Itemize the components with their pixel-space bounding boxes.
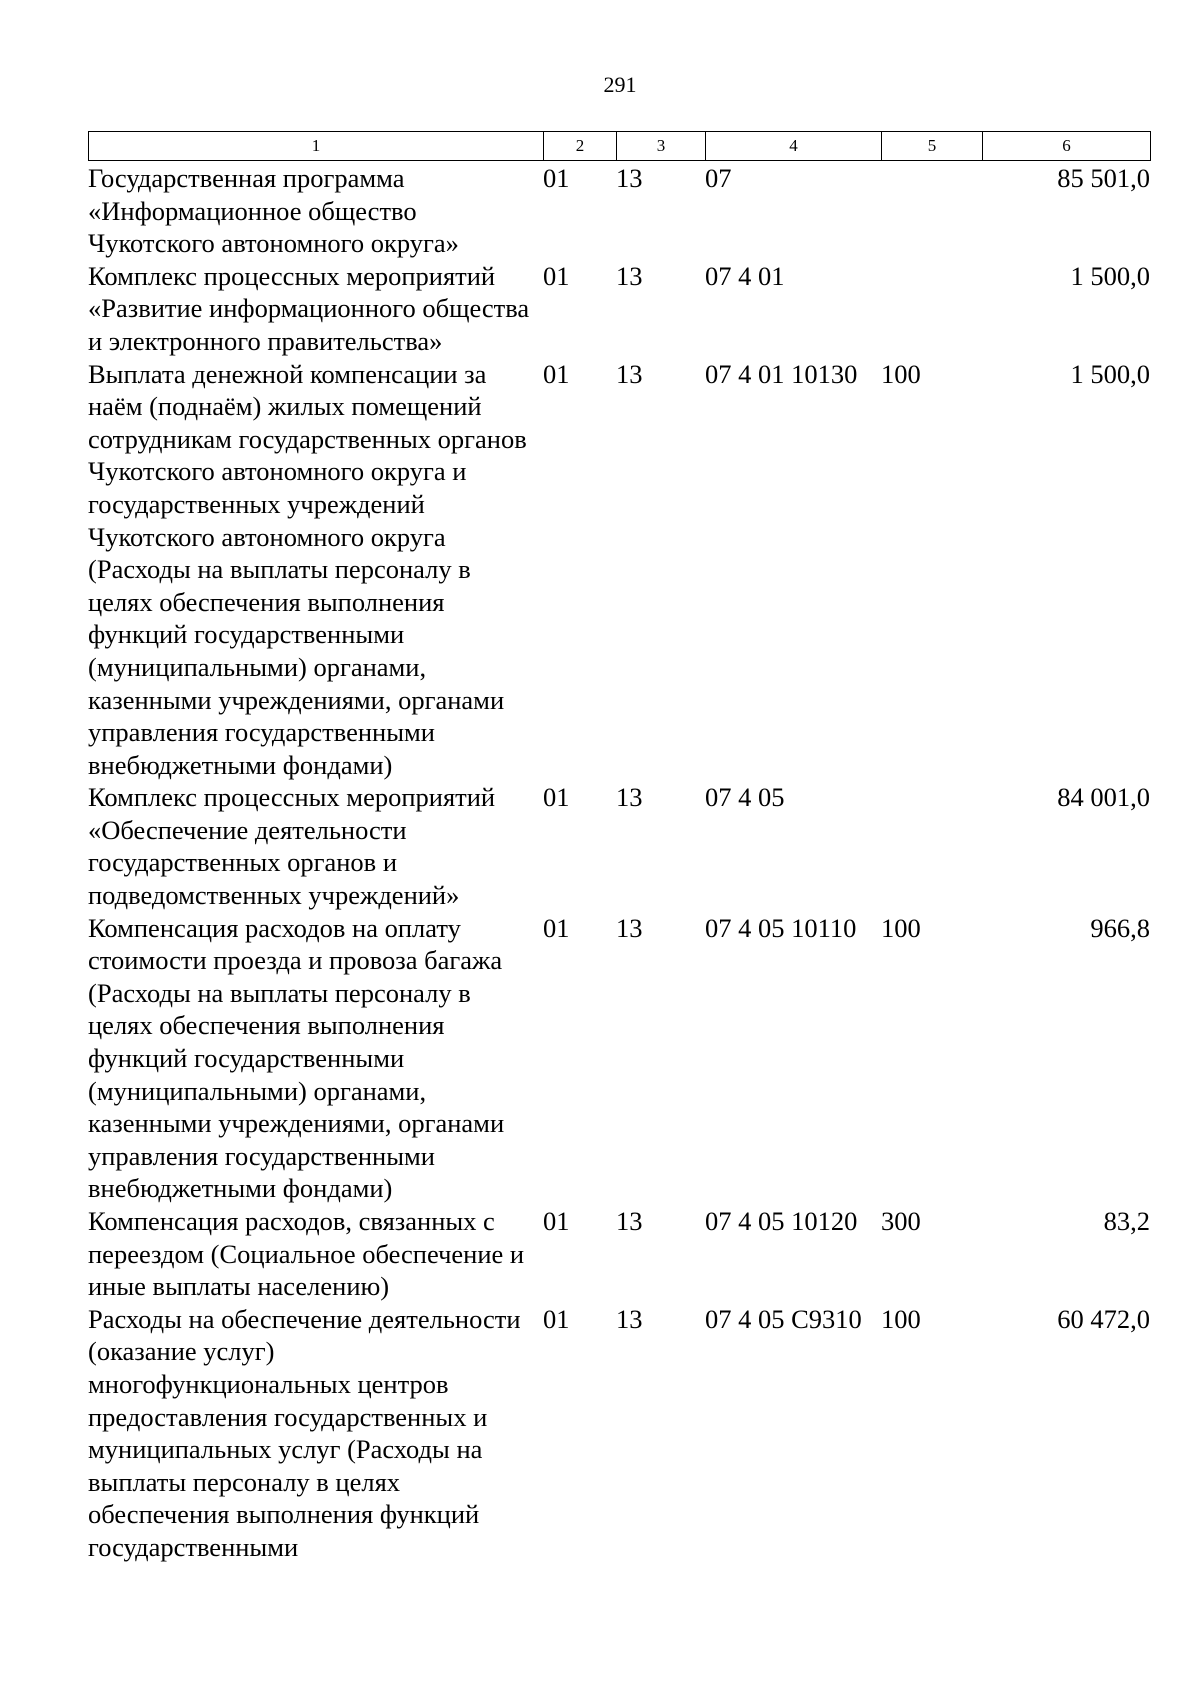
table-row [88,358,1150,782]
column-header-3: 3 [617,132,706,161]
column-header-4: 4 [706,132,882,161]
table-row [88,162,1150,260]
row-name: Выплата денежной компенсации за наём (поднаём) жилых помещений сотрудникам государственных органов Чукотского автономного округа и государственных учреждений Чукотского автономного округа (Расходы на выплаты персоналу в целях обеспечения выполнения функций государственными (муниципальными) органами, казенными учреждениями, органами управления государственными внебюджетными фондами) [88,358,527,780]
row-name: Компенсация расходов, связанных с переездом (Социальное обеспечение и иные выплаты населению) [88,1206,525,1302]
row-amount: 84 001,0 [1057,782,1150,813]
page-number: 291 [603,72,637,97]
row-name: Компенсация расходов на оплату стоимости проезда и провоза багажа (Расходы на выплаты персоналу в целях обеспечения выполнения функций государственными (муниципальными) органами, казенными учреждениями, органами управления государственными внебюджетными фондами) [88,912,505,1204]
column-header-2: 2 [544,132,617,161]
row-name: Комплекс процессных мероприятий «Развитие информационного общества и электронного правительства» [88,260,530,356]
column-header-table [88,131,1151,161]
table-row [88,1303,1150,1564]
row-expense-type [881,162,982,260]
row-expense-type [881,781,982,911]
row-target-article: 07 4 05 10120 [705,1206,858,1236]
row-amount: 1 500,0 [1070,260,1150,291]
row-razdel: 01 [543,1206,570,1236]
row-podrazdel: 13 [616,1206,643,1236]
row-razdel: 01 [543,260,570,291]
row-expense-type: 100 [881,912,921,943]
row-razdel: 01 [543,912,570,943]
row-podrazdel: 13 [616,358,643,389]
row-podrazdel: 13 [616,260,643,291]
column-header-5: 5 [882,132,983,161]
row-target-article: 07 4 05 С9310 [705,1303,862,1334]
row-expense-type: 300 [881,1206,921,1236]
row-razdel: 01 [543,358,570,389]
row-expense-type [881,260,982,358]
row-razdel: 01 [543,1303,570,1334]
row-target-article: 07 4 05 10110 [705,912,857,943]
row-podrazdel: 13 [616,912,643,943]
row-razdel: 01 [543,782,570,813]
column-header-row [89,132,1151,161]
budget-table-body [88,162,1150,1564]
row-podrazdel: 13 [616,163,643,193]
table-row [88,1205,1150,1303]
table-row [88,781,1150,911]
row-expense-type: 100 [881,358,921,389]
table-row [88,260,1150,358]
row-podrazdel: 13 [616,782,643,813]
row-name: Государственная программа «Информационное общество Чукотского автономного округа» [88,163,459,259]
row-podrazdel: 13 [616,1303,643,1334]
row-expense-type: 100 [881,1303,921,1334]
row-target-article: 07 4 01 10130 [705,358,858,389]
table-row [88,912,1150,1205]
row-razdel: 01 [543,163,570,193]
row-target-article: 07 4 05 [705,782,785,813]
row-amount: 1 500,0 [1070,358,1150,389]
row-name: Расходы на обеспечение деятельности (оказание услуг) многофункциональных центров предоставления государственных и муниципальных услуг (Расходы на выплаты персоналу в целях обеспечения выполнения функций государственными [88,1303,521,1562]
row-target-article: 07 4 01 [705,260,785,291]
row-target-article: 07 [705,163,732,193]
row-name: Комплекс процессных мероприятий «Обеспечение деятельности государственных органов и подведомственных учреждений» [88,782,496,911]
row-amount: 966,8 [1090,912,1150,943]
row-amount: 83,2 [1103,1206,1150,1236]
column-header-1: 1 [89,132,544,161]
column-header-6: 6 [983,132,1151,161]
row-amount: 85 501,0 [1057,163,1150,193]
row-amount: 60 472,0 [1057,1303,1150,1334]
